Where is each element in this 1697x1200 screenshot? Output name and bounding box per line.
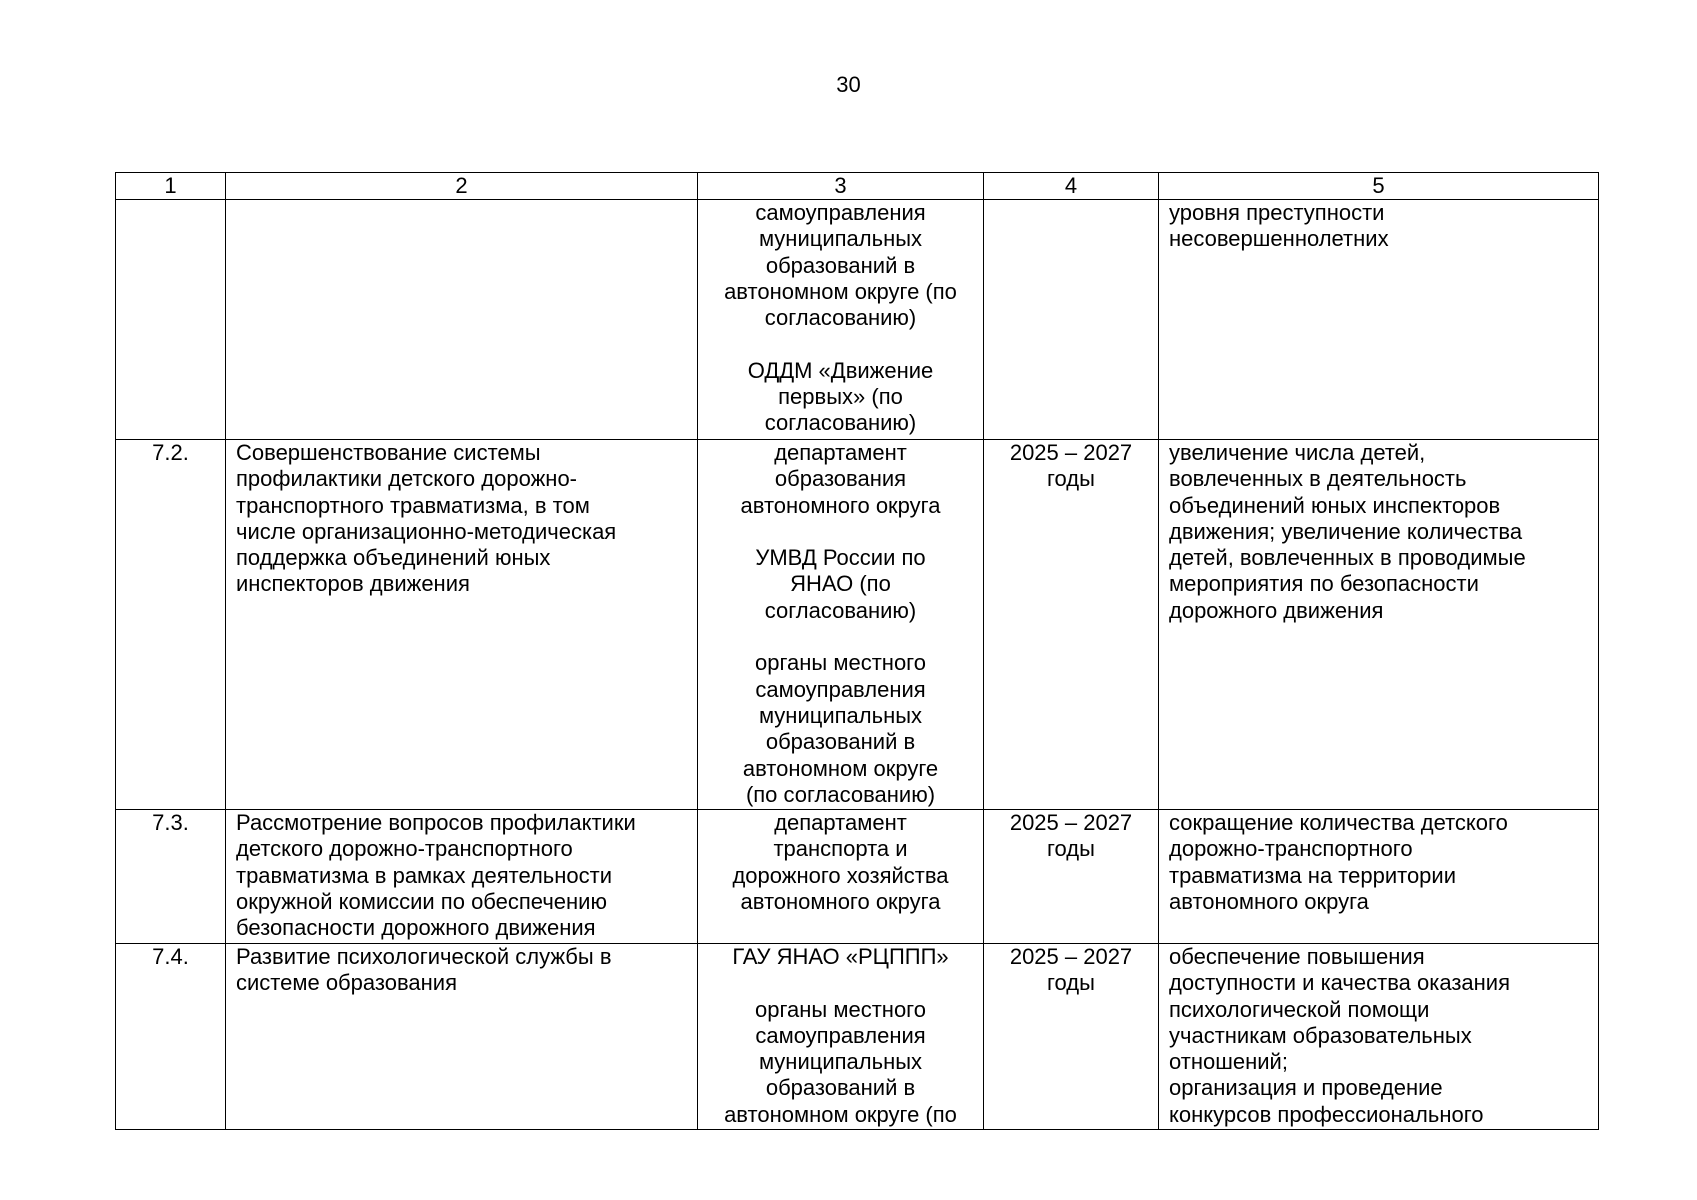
table-row: [116, 810, 1599, 944]
executors-cell: [698, 200, 984, 440]
executors-text: самоуправления муниципальных образований в автономном округе (по согласованию) ОДДМ «Движение первых» (по согласованию): [724, 200, 957, 436]
period-cell: [984, 200, 1159, 440]
row-number-cell: [116, 944, 226, 1130]
table-row: [116, 200, 1599, 440]
page-number: 30: [836, 72, 861, 97]
period-cell: [984, 440, 1159, 810]
executors-cell: [698, 440, 984, 810]
row-number-cell: [116, 810, 226, 944]
period-cell: [984, 810, 1159, 944]
header-cell-5: 5: [1159, 173, 1599, 200]
event-text: Рассмотрение вопросов профилактики детского дорожно-транспортного травматизма в рамках деятельности окружной комиссии по обеспечению безопасности дорожного движения: [236, 810, 636, 941]
row-number: 7.2.: [152, 440, 189, 465]
result-text: сокращение количества детского дорожно-транспортного травматизма на территории автономного округа: [1169, 810, 1508, 914]
executors-text: департамент образования автономного округа УМВД России по ЯНАО (по согласованию) органы местного самоуправления муниципальных образований в автономном округе (по согласованию): [740, 440, 941, 807]
event-cell: [226, 440, 698, 810]
period-cell: [984, 944, 1159, 1130]
row-number-cell: [116, 440, 226, 810]
event-cell: [226, 810, 698, 944]
table-header-row: [116, 173, 1599, 200]
period-text: 2025 – 2027 годы: [1009, 440, 1133, 492]
table-row: [116, 944, 1599, 1130]
period-text: 2025 – 2027 годы: [1009, 944, 1133, 996]
event-text: Совершенствование системы профилактики детского дорожно- транспортного травматизма, в том числе организационно-методическая поддержка объединений юных инспекторов движения: [236, 440, 617, 597]
result-cell: [1159, 200, 1599, 440]
header-cell-3: 3: [698, 173, 984, 200]
executors-text: ГАУ ЯНАО «РЦППП» органы местного самоуправления муниципальных образований в автономном округе (по: [724, 944, 957, 1127]
header-cell-1: 1: [116, 173, 226, 200]
header-cell-2: 2: [226, 173, 698, 200]
row-number-cell: [116, 200, 226, 440]
result-text: обеспечение повышения доступности и качества оказания психологической помощи участникам образовательных отношений; организация и проведение конкурсов профессионального: [1169, 944, 1510, 1127]
result-cell: [1159, 810, 1599, 944]
result-text: уровня преступности несовершеннолетних: [1169, 200, 1389, 252]
event-cell: [226, 200, 698, 440]
event-cell: [226, 944, 698, 1130]
period-text: 2025 – 2027 годы: [1009, 810, 1133, 862]
event-text: Развитие психологической службы в системе образования: [236, 944, 612, 996]
measures-table: [115, 172, 1599, 1130]
executors-cell: [698, 944, 984, 1130]
row-number: 7.3.: [152, 810, 189, 835]
result-cell: [1159, 944, 1599, 1130]
result-text: увеличение числа детей, вовлеченных в деятельность объединений юных инспекторов движения; увеличение количества детей, вовлеченных в проводимые мероприятия по безопасности дорожного движения: [1169, 440, 1526, 623]
executors-text: департамент транспорта и дорожного хозяйства автономного округа: [732, 810, 949, 914]
table-row: [116, 440, 1599, 810]
result-cell: [1159, 440, 1599, 810]
header-cell-4: 4: [984, 173, 1159, 200]
executors-cell: [698, 810, 984, 944]
row-number: 7.4.: [152, 944, 189, 969]
